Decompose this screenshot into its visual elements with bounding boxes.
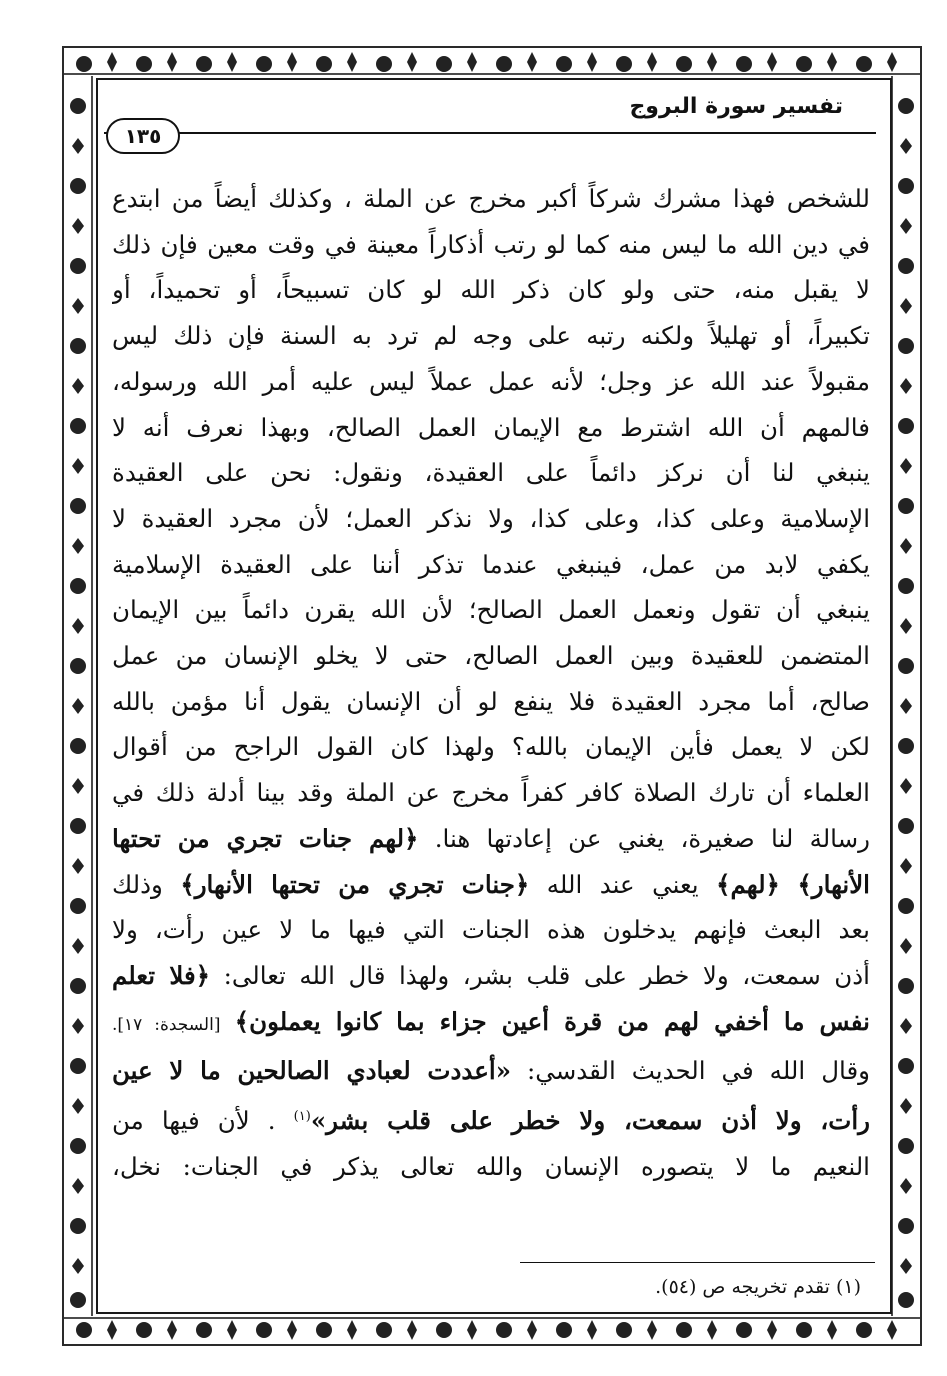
ornament-right (890, 76, 920, 1316)
quran-verse: ﴿لهم جنات تجري من تحتها (112, 823, 419, 853)
text-segment: وقال الله في الحديث القدسي: (527, 1056, 870, 1086)
text-line: ينبغي لنا أن نركز دائماً على العقيدة، ونقول: نحن على العقيدة (112, 458, 870, 488)
footnote-rule (520, 1262, 875, 1263)
text-line (112, 1094, 870, 1144)
text-line (112, 862, 870, 908)
text-line: المتضمن للعقيدة وبين العمل الصالح، حتى لا يخلو الإنسان من عمل (112, 641, 870, 671)
text-line: صالح، أما مجرد العقيدة فلا ينفع لو أن الإنسان يقول أنا مؤمن بالله (112, 686, 870, 716)
text-line: النعيم ما لا يتصوره الإنسان والله تعالى يذكر في الجنات: نخل، (112, 1151, 870, 1181)
page-number-text: ١٣٥ (124, 124, 162, 148)
ornament-bottom (64, 1316, 920, 1344)
quran-verse: ﴿فلا تعلم (112, 960, 211, 990)
ornament-left (64, 76, 94, 1316)
text-line (112, 953, 870, 999)
page-number (106, 118, 180, 154)
text-line: لا يقبل منه، حتى ولو كان ذكر الله لو كان تسبيحاً، أو تحميداً، أو (112, 275, 870, 305)
text-segment: أذن سمعت، ولا خطر على قلب بشر، ولهذا قال الله تعالى: (223, 960, 870, 990)
text-line: في دين الله ما ليس منه كما لو رتب أذكاراً معينة في وقت معين فإن ذلك (112, 229, 870, 259)
text-segment: رسالة لنا صغيرة، يغني عن إعادتها هنا. (434, 823, 870, 853)
text-line: العلماء أن تارك الصلاة كافر كفراً مخرج عن الملة وقد بينا أدلة ذلك في (112, 778, 870, 808)
text-line: الإسلامية وعلى كذا، وعلى كذا، ولا نذكر العمل؛ لأن مجرد العقيدة لا (112, 503, 870, 533)
quran-verse: نفس ما أخفي لهم من قرة أعين جزاء بما كانوا يعملون﴾ (234, 1006, 870, 1036)
hadith-quote: رأت، ولا أذن سمعت، ولا خطر على قلب بشر» (310, 1106, 870, 1136)
quran-verse: الأنهار﴾ (797, 869, 870, 899)
text-line: للشخص فهذا مشرك شركاً أكبر مخرج عن الملة ، وكذلك أيضاً من ابتدع (112, 184, 870, 213)
footnote: (١) تقدم تخريجه ص (٥٤). (655, 1276, 861, 1298)
text-line: يكفي لابد من عمل، فينبغي عندما تذكر أننا على العقيدة الإسلامية (112, 549, 870, 579)
verse-citation: [السجدة: ١٧]. (112, 1014, 221, 1035)
text-line: تكبيراً، أو تهليلاً ولكنه رتبه على وجه لم ترد به السنة فإن ذلك ليس (112, 321, 870, 351)
quran-verse: ﴿جنات تجري من تحتها الأنهار﴾ (180, 869, 530, 899)
header-rule (104, 132, 876, 134)
hadith-quote: «أعددت لعبادي الصالحين ما لا عين (112, 1056, 512, 1086)
text-line: ينبغي أن تقول ونعمل العمل الصالح؛ لأن الله يقرن دائماً بين الإيمان (112, 595, 870, 625)
text-segment: وذلك (112, 869, 163, 899)
text-line: مقبولاً عند الله عز وجل؛ لأنه عمل عملاً ليس عليه أمر الله ورسوله، (112, 366, 870, 396)
text-line: بعد البعث فإنهم يدخلون هذه الجنات التي فيها ما لا عين رأت، ولا (112, 915, 870, 945)
running-header-title: تفسير سورة البروج (629, 94, 843, 119)
quran-verse: ﴿لهم﴾ (716, 869, 780, 899)
text-line (112, 1048, 870, 1094)
footnote-reference: (١) (293, 1109, 311, 1125)
text-line (112, 999, 870, 1049)
text-line (112, 816, 870, 862)
text-line: لكن لا يعمل فأين الإيمان بالله؟ ولهذا كان القول الراجح من أقوال (112, 732, 870, 762)
main-text (112, 176, 870, 1190)
ornament-top (64, 48, 920, 76)
text-segment: . لأن فيها من (112, 1106, 276, 1136)
text-line: فالمهم أن الله اشترط مع الإيمان العمل الصالح، وبهذا نعرف أنه لا (112, 412, 870, 442)
text-segment: يعني عند الله (546, 869, 699, 899)
